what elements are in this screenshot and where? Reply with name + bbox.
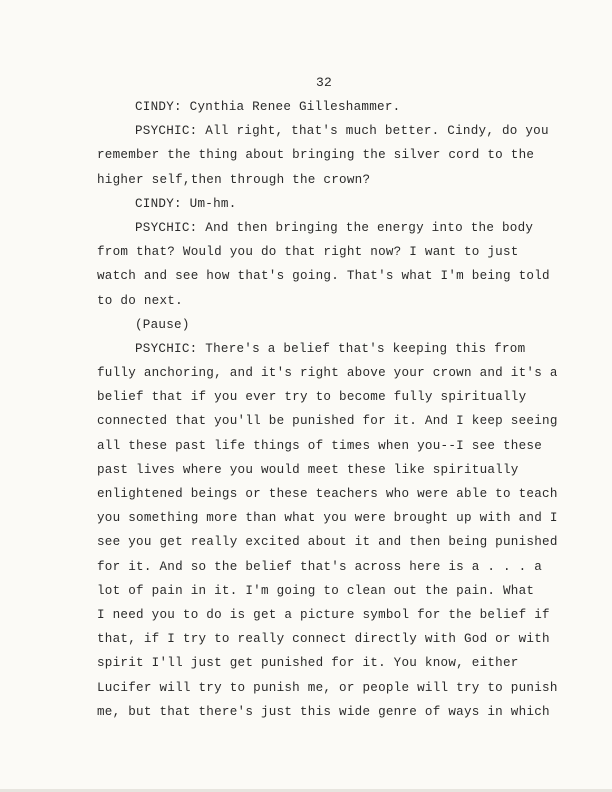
transcript-line: that, if I try to really connect directly with God or with <box>97 632 550 647</box>
transcript-line: fully anchoring, and it's right above your crown and it's a <box>97 366 558 381</box>
transcript-line: from that? Would you do that right now? I want to just <box>97 245 519 260</box>
transcript-line: all these past life things of times when you--I see these <box>97 438 543 453</box>
transcript-line: remember the thing about bringing the silver cord to the <box>97 148 535 163</box>
transcript-line: see you get really excited about it and then being punished <box>97 535 558 550</box>
transcript-line: CINDY: Cynthia Renee Gilleshammer. <box>135 100 401 114</box>
transcript-line: PSYCHIC: All right, that's much better. Cindy, do you <box>135 124 549 139</box>
transcript-line: me, but that there's just this wide genre of ways in which <box>97 704 550 719</box>
transcript-line: spirit I'll just get punished for it. You know, either <box>97 656 519 671</box>
transcript-line: for it. And so the belief that's across here is a . . . a <box>97 559 543 574</box>
transcript-line: PSYCHIC: And then bringing the energy into the body <box>135 220 534 235</box>
transcript-line: CINDY: Um-hm. <box>135 196 237 211</box>
transcript-line: past lives where you would meet these like spiritually <box>97 462 519 477</box>
transcript-line: you something more than what you were brought up with and I <box>97 511 558 526</box>
transcript-line: connected that you'll be punished for it. And I keep seeing <box>97 414 558 429</box>
transcript-line: belief that if you ever try to become fully spiritually <box>97 390 527 405</box>
page-number: 32 <box>315 75 332 90</box>
transcript-line: higher self,then through the crown? <box>97 172 371 187</box>
transcript-line: I need you to do is get a picture symbol for the belief if <box>97 607 550 622</box>
transcript-line: PSYCHIC: There's a belief that's keeping this from <box>135 341 526 356</box>
transcript-line: to do next. <box>97 293 183 308</box>
transcript-line: watch and see how that's going. That's what I'm being told <box>97 269 550 284</box>
transcript-line: enlightened beings or these teachers who were able to teach <box>97 487 558 501</box>
transcript-line: Lucifer will try to punish me, or people will try to punish <box>97 680 558 695</box>
transcript-line: lot of pain in it. I'm going to clean out the pain. What <box>97 583 535 598</box>
transcript-line: (Pause) <box>135 317 190 332</box>
transcript-body <box>97 95 577 724</box>
